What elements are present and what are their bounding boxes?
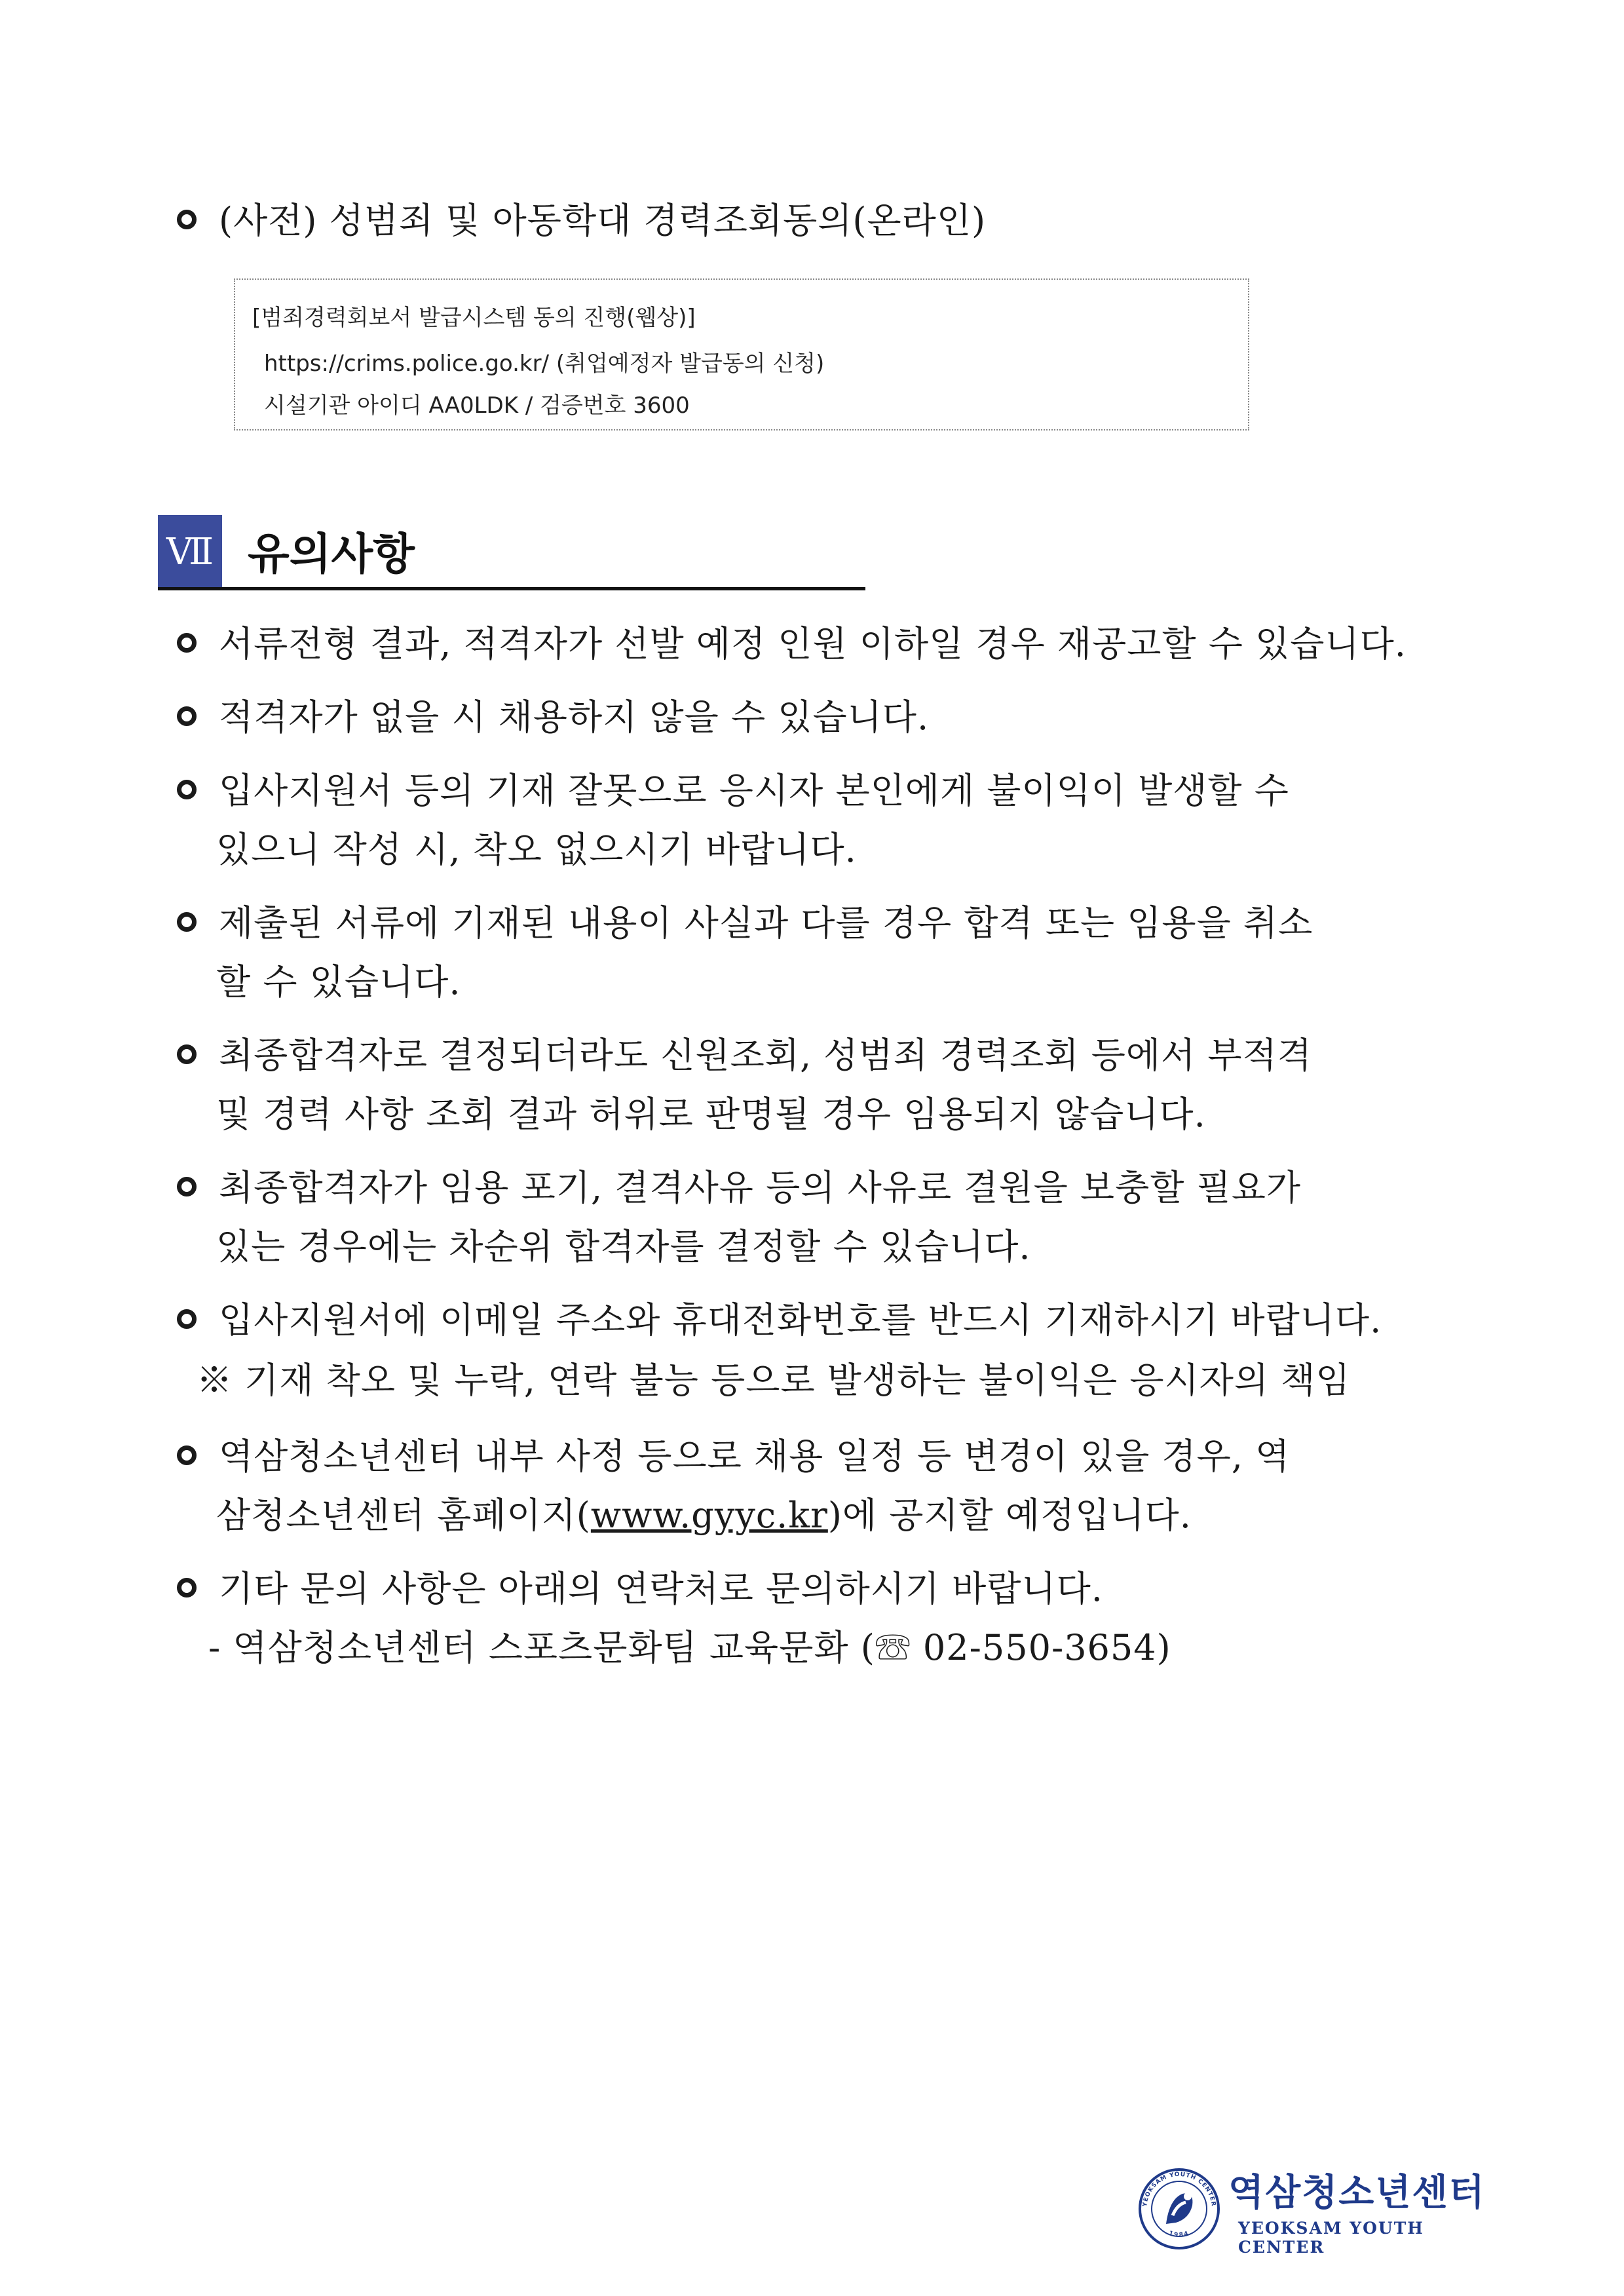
contact-line: - 역삼청소년센터 스포츠문화팀 교육문화 (☏ 02-550-3654) [208, 1627, 1171, 1668]
svg-text:YEOKSAM YOUTH CENTER: YEOKSAM YOUTH CENTER [1142, 2171, 1217, 2208]
circle-bullet-icon [177, 1177, 197, 1196]
logo-name-korean: 역삼청소년센터 [1228, 2172, 1486, 2214]
logo-name-english: YEOKSAM YOUTH CENTER [1238, 2219, 1424, 2257]
section-number-badge: Ⅶ [158, 515, 222, 590]
svg-text:1984: 1984 [1167, 2230, 1191, 2239]
info-box-line: 시설기관 아이디 AA0LDK / 검증번호 3600 [264, 392, 690, 419]
notice-item: 최종합격자로 결정되더라도 신원조회, 성범죄 경력조회 등에서 부적격 [177, 1033, 1312, 1079]
notice-note: ※ 기재 착오 및 누락, 연락 불능 등으로 발생하는 불이익은 응시자의 책임 [197, 1360, 1351, 1401]
info-box [234, 278, 1249, 430]
circle-bullet-icon [177, 633, 197, 653]
section-title: 유의사항 [248, 529, 415, 579]
circle-bullet-icon [177, 706, 197, 726]
center-logo [1137, 2162, 1503, 2261]
circle-bullet-icon [177, 1445, 197, 1465]
notice-item: 적격자가 없을 시 채용하지 않을 수 있습니다. [177, 695, 929, 740]
phone-icon: ☏ [875, 1627, 911, 1668]
notice-item: 최종합격자가 임용 포기, 결격사유 등의 사유로 결원을 보충할 필요가 [177, 1165, 1301, 1211]
section-underline [158, 587, 865, 590]
notice-item: 입사지원서에 이메일 주소와 휴대전화번호를 반드시 기재하시기 바랍니다. [177, 1297, 1382, 1343]
circle-bullet-icon [177, 1309, 197, 1329]
emblem-icon [1137, 2166, 1222, 2251]
notice-item: 입사지원서 등의 기재 잘못으로 응시자 본인에게 불이익이 발생할 수 [177, 768, 1289, 814]
notice-item-continued: 있는 경우에는 차순위 합격자를 결정할 수 있습니다. [216, 1226, 1031, 1267]
circle-bullet-icon [177, 210, 197, 229]
circle-bullet-icon [177, 912, 197, 932]
info-box-line: [범죄경력회보서 발급시스템 동의 진행(웹상)] [252, 305, 696, 331]
notice-item-continued: 할 수 있습니다. [216, 961, 461, 1003]
circle-bullet-icon [177, 1044, 197, 1064]
notice-item-continued: 있으니 작성 시, 착오 없으시기 바랍니다. [216, 829, 857, 870]
info-box-url-line[interactable]: https://crims.police.go.kr/ (취업예정자 발급동의 신청) [264, 351, 825, 377]
notice-item: 서류전형 결과, 적격자가 선발 예정 인원 이하일 경우 재공고할 수 있습니다. [177, 621, 1407, 667]
notice-item: 역삼청소년센터 내부 사정 등으로 채용 일정 등 변경이 있을 경우, 역 [177, 1434, 1290, 1480]
notice-item: 제출된 서류에 기재된 내용이 사실과 다를 경우 합격 또는 임용을 취소 [177, 900, 1313, 946]
notice-item-continued: 및 경력 사항 조회 결과 허위로 판명될 경우 임용되지 않습니다. [216, 1094, 1206, 1135]
circle-bullet-icon [177, 780, 197, 799]
homepage-link[interactable]: www.gyyc.kr [590, 1495, 828, 1536]
pre-check-item: (사전) 성범죄 및 아동학대 경력조회동의(온라인) [177, 198, 986, 244]
notice-item: 기타 문의 사항은 아래의 연락처로 문의하시기 바랍니다. [177, 1566, 1103, 1612]
circle-bullet-icon [177, 1578, 197, 1598]
notice-item-continued: 삼청소년센터 홈페이지(www.gyyc.kr)에 공지할 예정입니다. [216, 1495, 1192, 1536]
